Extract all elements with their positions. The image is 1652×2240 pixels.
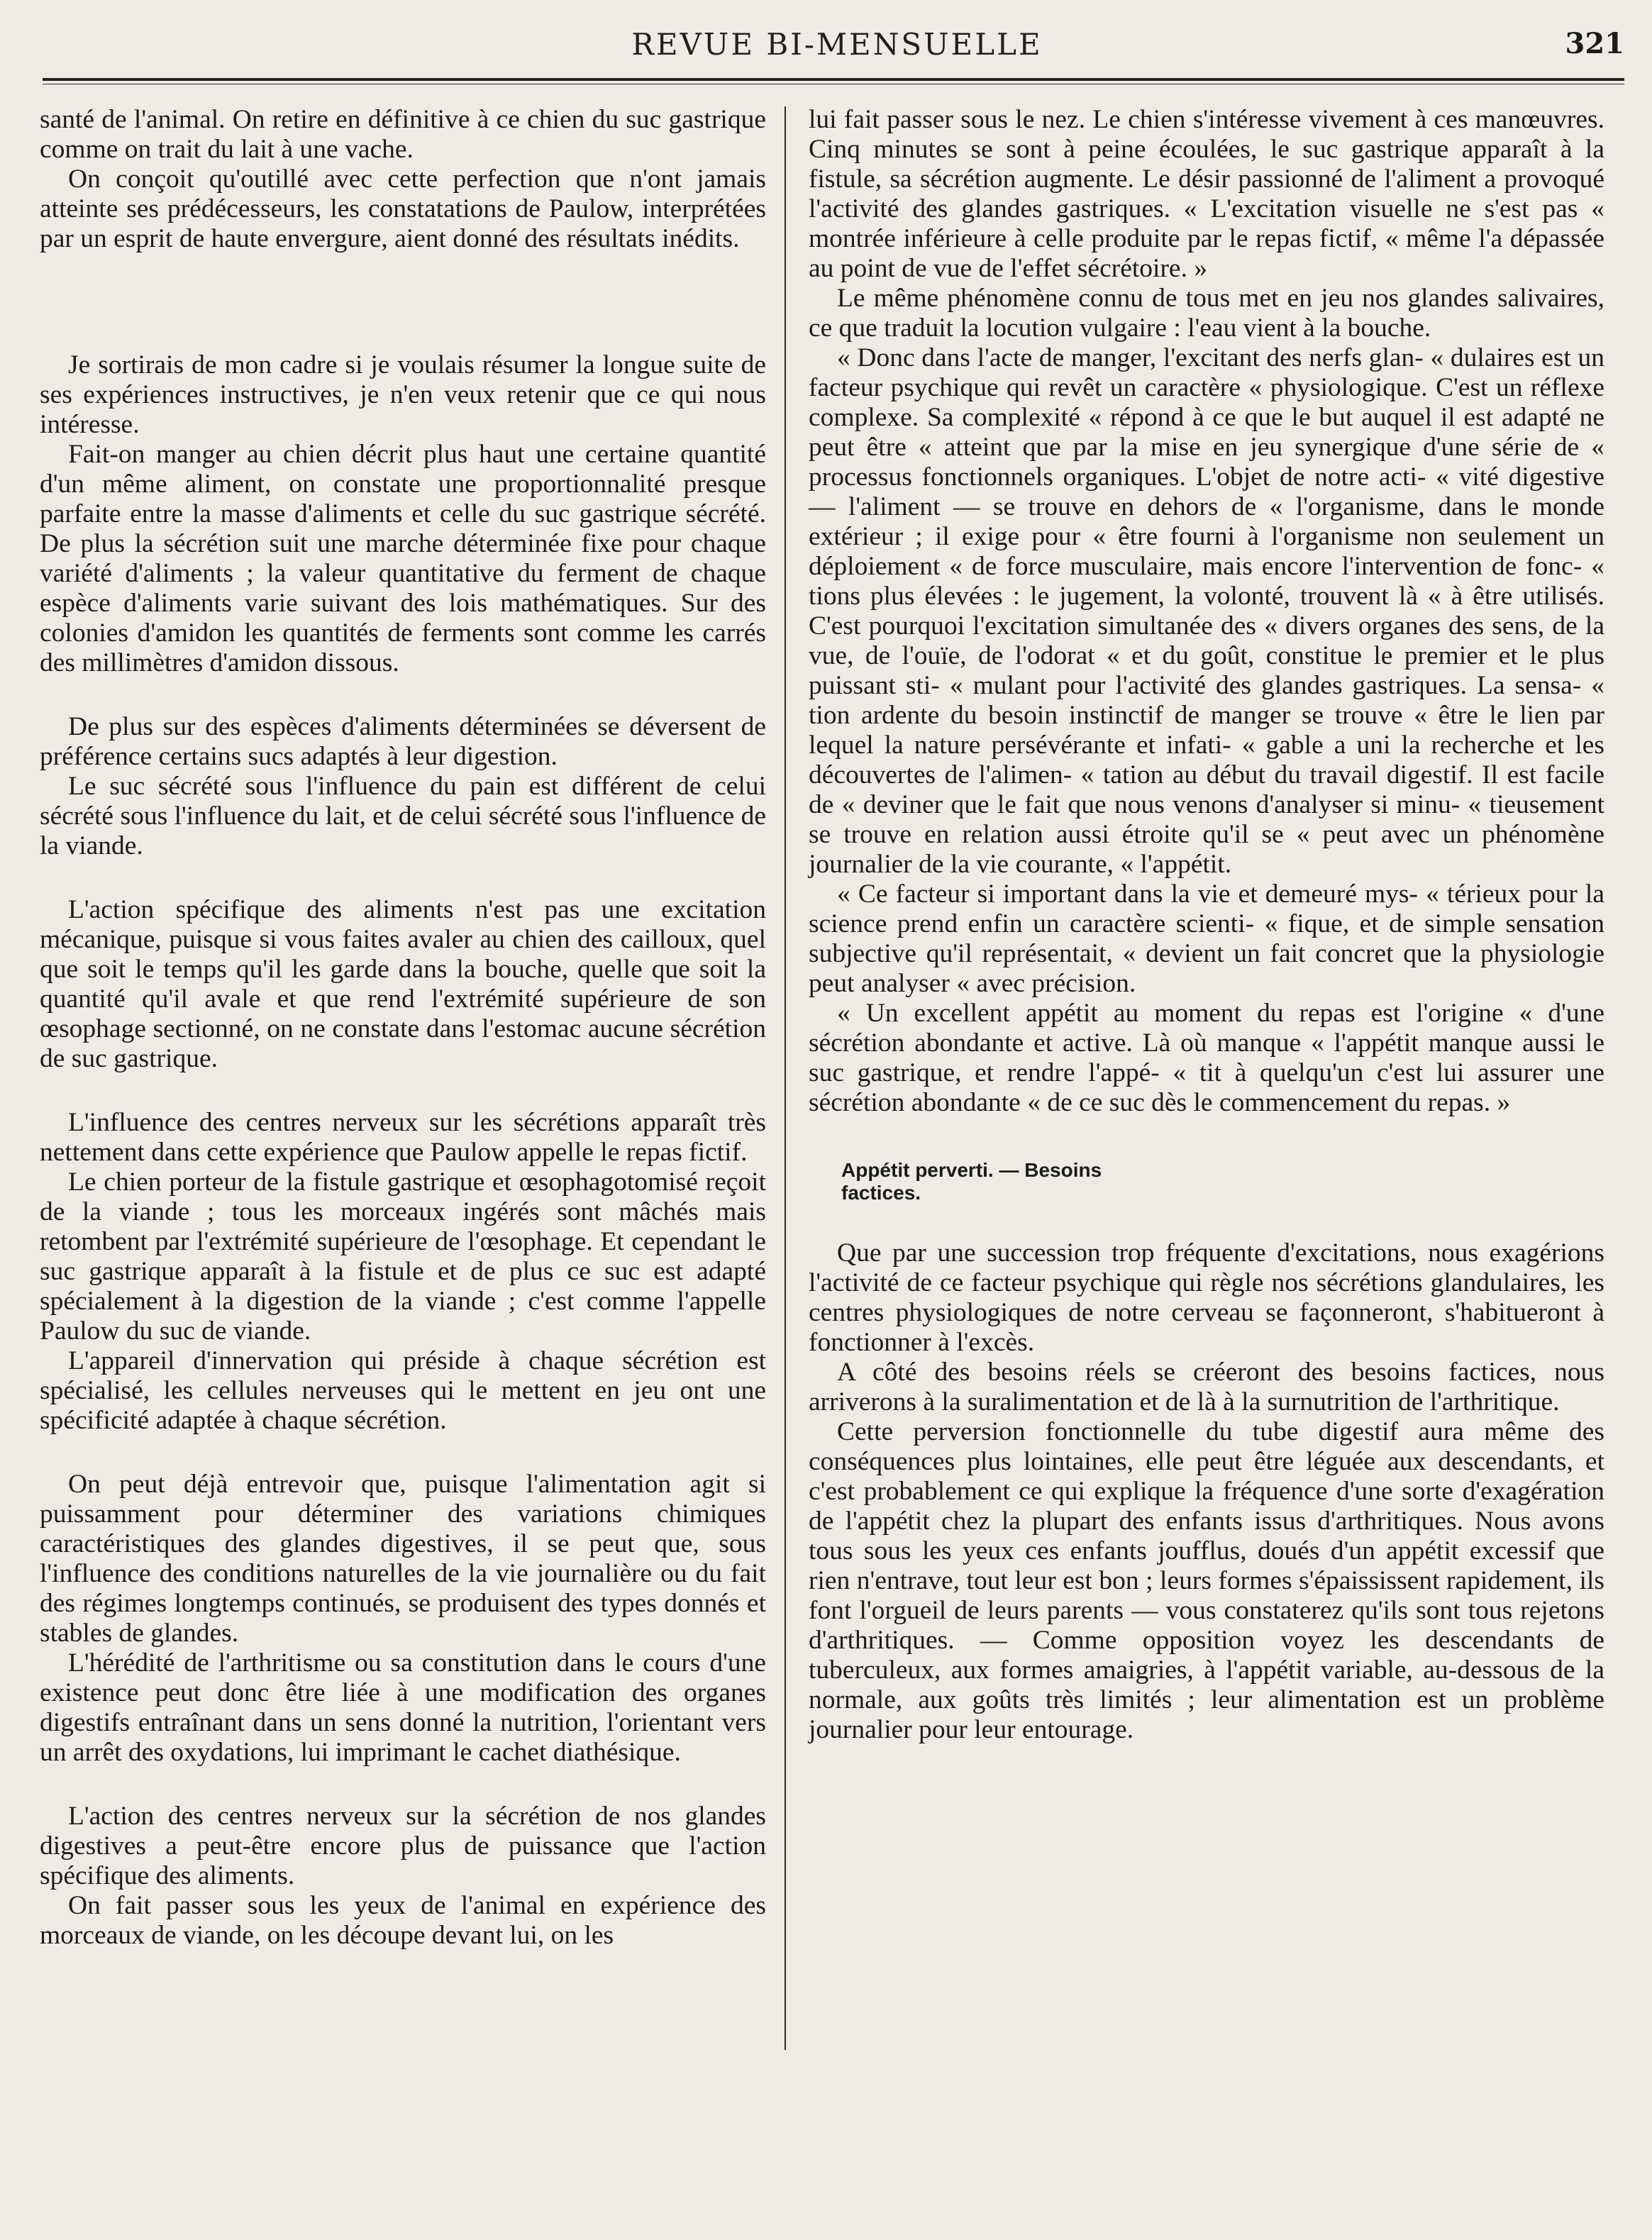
paragraph: L'hérédité de l'arthritisme ou sa constitution dans le cours d'une existence peut donc être liée à une modification des organes digestifs entraînant dans un sens donné la nutrition, l'orientant vers un arrêt des oxydations, lui imprimant le cachet diathésique. — [40, 1648, 766, 1767]
paragraph: Fait-on manger au chien décrit plus haut une certaine quantité d'un même aliment, on constate une proportionnalité presque parfaite entre la masse d'aliments et celle du suc gastrique sécrété. De plus la sécrétion suit une marche déterminée fixe pour chaque variété d'aliments ; la valeur quantitative du ferment de chaque espèce d'aliments varie suivant des lois mathématiques. Sur des colonies d'amidon les quantités de ferments sont comme les carrés des millimètres d'amidon dissous. — [40, 440, 766, 677]
paragraph: Le même phénomène connu de tous met en jeu nos glandes salivaires, ce que traduit la locution vulgaire : l'eau vient à la bouche. — [809, 284, 1604, 343]
left-column — [40, 105, 766, 1951]
paragraph: On fait passer sous les yeux de l'animal en expérience des morceaux de viande, on les découpe devant lui, on les — [40, 1891, 766, 1950]
page-header — [43, 24, 1624, 67]
quoted-paragraph: « Un excellent appétit au moment du repas est l'origine « d'une sécrétion abondante et active. Là où manque « l'appétit manque aussi le suc gastrique, et rendre l'appé- « tit à quelqu'un c'est lui assurer une sécrétion abondante « de ce suc dès le commencement du repas. » — [809, 999, 1604, 1117]
paragraph: santé de l'animal. On retire en définitive à ce chien du suc gastrique comme on trait du lait à une vache. — [40, 105, 766, 164]
paragraph: Le chien porteur de la fistule gastrique et œsophagotomisé reçoit de la viande ; tous les morceaux ingérés sont mâchés mais retombent par l'extrémité supérieure de l'œsophage. Et cependant le suc gastrique apparaît à la fistule et de plus ce suc est adapté spécialement à la digestion de la viande ; c'est comme l'appelle Paulow du suc de viande. — [40, 1168, 766, 1346]
paragraph: On conçoit qu'outillé avec cette perfection que n'ont jamais atteinte ses prédécesseurs, les constatations de Paulow, interprétées par un esprit de haute envergure, aient donné des résultats inédits. — [40, 165, 766, 253]
paragraph: L'action spécifique des aliments n'est pas une excitation mécanique, puisque si vous faites avaler au chien des cailloux, quel que soit le temps qu'il les garde dans la bouche, quelle que soit la quantité qu'il avale et que rend l'extrémité supérieure de son œsophage sectionné, on ne constate dans l'estomac aucune sécrétion de suc gastrique. — [40, 895, 766, 1073]
paragraph: L'influence des centres nerveux sur les sécrétions apparaît très nettement dans cette expérience que Paulow appelle le repas fictif. — [40, 1108, 766, 1167]
header-rule — [43, 78, 1624, 81]
quoted-paragraph: « Ce facteur si important dans la vie et demeuré mys- « térieux pour la science prend enfin un caractère scienti- « fique, et de simple sensation subjective qu'il représentait, « devient un fait concret que la physiologie peut analyser « avec précision. — [809, 880, 1604, 998]
column-divider — [785, 106, 786, 2050]
paragraph: A côté des besoins réels se créeront des besoins factices, nous arriverons à la suralimentation et de là à la surnutrition de l'arthritique. — [809, 1358, 1604, 1416]
paragraph: Que par une succession trop fréquente d'excitations, nous exagérions l'activité de ce facteur psychique qui règle nos sécrétions glandulaires, les centres physiologiques de notre cerveau se façonneront, s'habitueront à fonctionner à l'excès. — [809, 1238, 1604, 1357]
section-heading: Appétit perverti. — Besoins factices. — [841, 1159, 1102, 1204]
running-title: REVUE BI-MENSUELLE — [631, 27, 1043, 62]
paragraph: On peut déjà entrevoir que, puisque l'alimentation agit si puissamment pour déterminer des variations chimiques caractéristiques des glandes digestives, il se peut que, sous l'influence des conditions naturelles de la vie journalière ou du fait des régimes longtemps continués, se produisent des types donnés et stables de glandes. — [40, 1470, 766, 1648]
paragraph: L'action des centres nerveux sur la sécrétion de nos glandes digestives a peut-être encore plus de puissance que l'action spécifique des aliments. — [40, 1802, 766, 1890]
right-column — [809, 105, 1604, 1745]
paragraph: L'appareil d'innervation qui préside à chaque sécrétion est spécialisé, les cellules nerveuses qui le mettent en jeu ont une spécificité adaptée à chaque sécrétion. — [40, 1346, 766, 1435]
quoted-paragraph: « Donc dans l'acte de manger, l'excitant des nerfs glan- « dulaires est un facteur psychique qui revêt un caractère « physiologique. C'est un réflexe complexe. Sa complexité « répond à ce que le but auquel il est adapté ne peut être « atteint que par la mise en jeu synergique d'une série de « processus fonctionnels organiques. L'objet de notre acti- « vité digestive — l'aliment — se trouve en dehors de « l'organisme, dans le monde extérieur ; il exige pour « être fourni à l'organisme non seulement un déploiement « de force musculaire, mais encore l'intervention de fonc- « tions plus élevées : le jugement, la volonté, trouvent là « à être utilisés. C'est pourquoi l'excitation simultanée des « divers organes des sens, de la vue, de l'ouïe, de l'odorat « et du goût, constitue le premier et le plus puissant sti- « mulant pour l'activité des glandes gastriques. La sensa- « tion ardente du besoin instinctif de manger se trouve « être le lien par lequel la nature persévérante et infati- « gable a uni la recherche et les découvertes de l'alimen- « tation au début du travail digestif. Il est facile de « deviner que le fait que nous venons d'analyser si minu- « tieusement se trouve en relation aussi étroite qu'il se « peut avec un phénomène journalier de la vie courante, « l'appétit. — [809, 343, 1604, 879]
paragraph: Cette perversion fonctionnelle du tube digestif aura même des conséquences plus lointaines, elle peut être léguée aux descendants, et c'est probablement ce qui explique la fréquence d'une sorte d'exagération de l'appétit chez la plupart des enfants issus d'arthritiques. Nous avons tous sous les yeux ces enfants joufflus, doués d'un appétit excessif que rien n'entrave, tout leur est bon ; leurs formes s'épaississent rapidement, ils font l'orgueil de leurs parents — vous constaterez qu'ils sont tous rejetons d'arthritiques. — Comme opposition voyez les descendants de tuberculeux, aux formes amaigries, à l'appétit variable, au-dessous de la normale, aux goûts très limités ; leur alimentation est un problème journalier pour leur entourage. — [809, 1417, 1604, 1744]
paragraph: lui fait passer sous le nez. Le chien s'intéresse vivement à ces manœuvres. Cinq minutes se sont à peine écoulées, le suc gastrique apparaît à la fistule, sa sécrétion augmente. Le désir passionné de l'aliment a provoqué l'activité des glandes gastriques. « L'excitation visuelle ne s'est pas « montrée inférieure à celle produite par le repas fictif, « même l'a dépassée au point de vue de l'effet sécrétoire. » — [809, 105, 1604, 283]
paragraph: Je sortirais de mon cadre si je voulais résumer la longue suite de ses expériences instructives, je n'en veux retenir que ce qui nous intéresse. — [40, 350, 766, 439]
paragraph: De plus sur des espèces d'aliments déterminées se déversent de préférence certains sucs adaptés à leur digestion. — [40, 712, 766, 771]
page-number: 321 — [1565, 27, 1624, 60]
paragraph: Le suc sécrété sous l'influence du pain est différent de celui sécrété sous l'influence du lait, et de celui sécrété sous l'influence de la viande. — [40, 772, 766, 860]
